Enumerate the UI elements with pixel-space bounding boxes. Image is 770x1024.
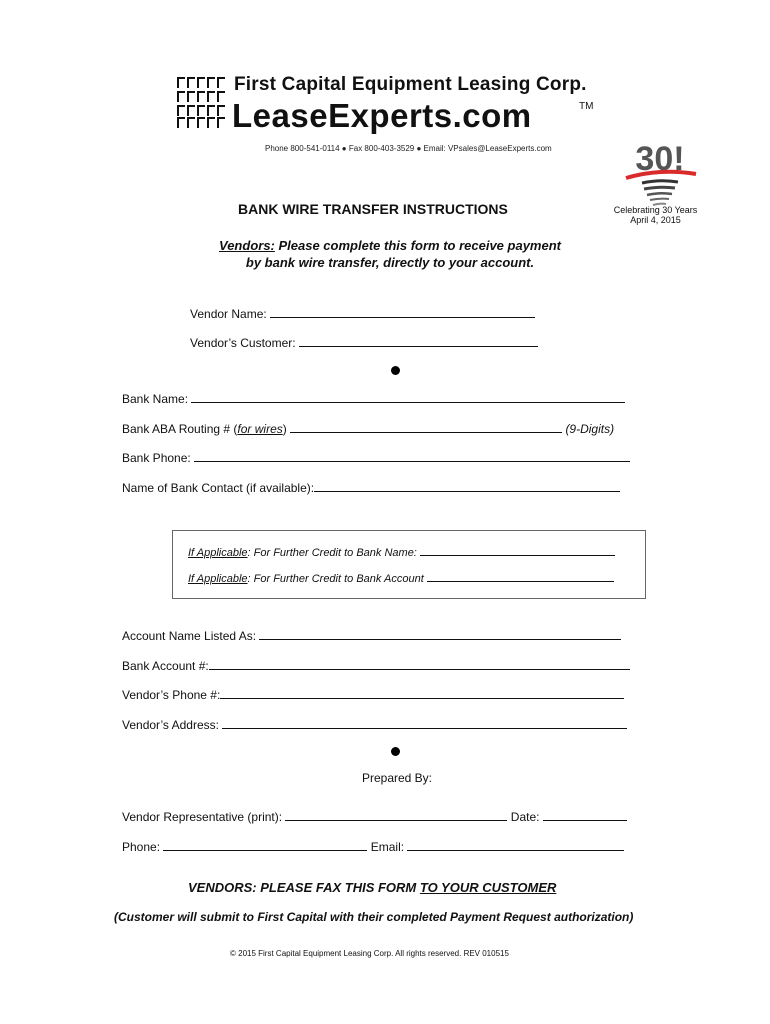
account-name-field[interactable] — [259, 627, 621, 640]
bank-contact-label: Name of Bank Contact (if available): — [122, 481, 315, 495]
vendors-customer-label: Vendor’s Customer: — [190, 336, 296, 350]
vendor-address-label: Vendor’s Address: — [122, 718, 219, 732]
routing-label-suffix: ) — [282, 422, 287, 436]
bank-phone-label: Bank Phone: — [122, 451, 191, 465]
date-field[interactable] — [543, 808, 627, 821]
bank-contact-row — [122, 479, 620, 495]
vendor-phone-label: Vendor’s Phone #: — [122, 688, 221, 702]
bank-name-row — [122, 390, 625, 406]
bank-contact-field[interactable] — [314, 479, 620, 492]
further-credit-account-label: : For Further Credit to Bank Account — [247, 573, 424, 585]
account-name-row — [122, 627, 621, 643]
email-label: Email: — [370, 840, 405, 854]
vendor-address-row — [122, 716, 627, 732]
vendors-customer-field[interactable] — [299, 334, 538, 347]
further-credit-name-field[interactable] — [420, 543, 615, 556]
bank-phone-field[interactable] — [194, 449, 630, 462]
fax-instruction — [188, 880, 556, 895]
further-credit-box — [172, 530, 646, 599]
vendor-address-field[interactable] — [222, 716, 627, 729]
anniversary-badge-icon — [620, 140, 700, 212]
contact-row — [122, 838, 624, 854]
vendor-phone-row — [122, 686, 624, 702]
anniversary-text — [588, 205, 723, 225]
routing-label-wires: for wires — [237, 422, 283, 436]
customer-note: (Customer will submit to First Capital with their completed Payment Request authorization) — [114, 910, 634, 924]
routing-row — [122, 420, 614, 436]
intro-lead: Vendors: — [219, 238, 275, 253]
further-credit-account-row — [188, 569, 614, 585]
vendor-name-field[interactable] — [270, 305, 535, 318]
bank-phone-row — [122, 449, 630, 465]
date-label: Date: — [510, 810, 540, 824]
intro-text — [160, 237, 620, 271]
further-credit-name-row — [188, 543, 615, 559]
applicable-label: If Applicable — [188, 547, 248, 559]
phone-label: Phone: — [122, 840, 161, 854]
badge-line2: April 4, 2015 — [630, 215, 681, 225]
contact-info: Phone 800-541-0114 ● Fax 800-403-3529 ● Email: VPsales@LeaseExperts.com — [265, 144, 552, 153]
bank-name-label: Bank Name: — [122, 392, 189, 406]
email-field[interactable] — [407, 838, 624, 851]
account-number-row — [122, 657, 630, 673]
phone-field[interactable] — [163, 838, 367, 851]
badge-number: 30! — [635, 140, 685, 178]
routing-number-field[interactable] — [290, 420, 562, 433]
fax-instruction-lead: VENDORS: PLEASE FAX THIS FORM — [188, 880, 420, 895]
further-credit-name-label: : For Further Credit to Bank Name: — [247, 547, 417, 559]
account-name-label: Account Name Listed As: — [122, 629, 257, 643]
account-number-label: Bank Account #: — [122, 659, 209, 673]
bank-name-field[interactable] — [191, 390, 625, 403]
page-title: BANK WIRE TRANSFER INSTRUCTIONS — [238, 201, 508, 217]
prepared-by-label: Prepared By: — [361, 771, 433, 785]
vendor-phone-field[interactable] — [220, 686, 624, 699]
vendor-name-row — [190, 305, 535, 321]
intro-line1: Please complete this form to receive payment — [274, 238, 561, 253]
fax-instruction-target: TO YOUR CUSTOMER — [419, 880, 557, 895]
intro-line2: by bank wire transfer, directly to your account. — [245, 255, 535, 270]
badge-line1: Celebrating 30 Years — [613, 205, 698, 215]
logo-grid-icon — [177, 76, 229, 130]
company-name: First Capital Equipment Leasing Corp. — [234, 74, 587, 95]
applicable-label: If Applicable — [188, 573, 248, 585]
vendors-customer-row — [190, 334, 538, 350]
trademark: TM — [579, 101, 594, 112]
representative-field[interactable] — [285, 808, 507, 821]
routing-digits-note: (9-Digits) — [565, 422, 615, 436]
copyright: © 2015 First Capital Equipment Leasing Corp. All rights reserved. REV 010515 — [230, 949, 509, 958]
bullet-dot — [391, 747, 400, 756]
further-credit-account-field[interactable] — [427, 569, 614, 582]
site-name: LeaseExperts.com — [232, 97, 532, 134]
account-number-field[interactable] — [209, 657, 630, 670]
vendor-name-label: Vendor Name: — [190, 307, 267, 321]
representative-row — [122, 808, 627, 824]
routing-label-prefix: Bank ABA Routing # ( — [122, 422, 238, 436]
bullet-dot — [391, 366, 400, 375]
representative-label: Vendor Representative (print): — [122, 810, 283, 824]
